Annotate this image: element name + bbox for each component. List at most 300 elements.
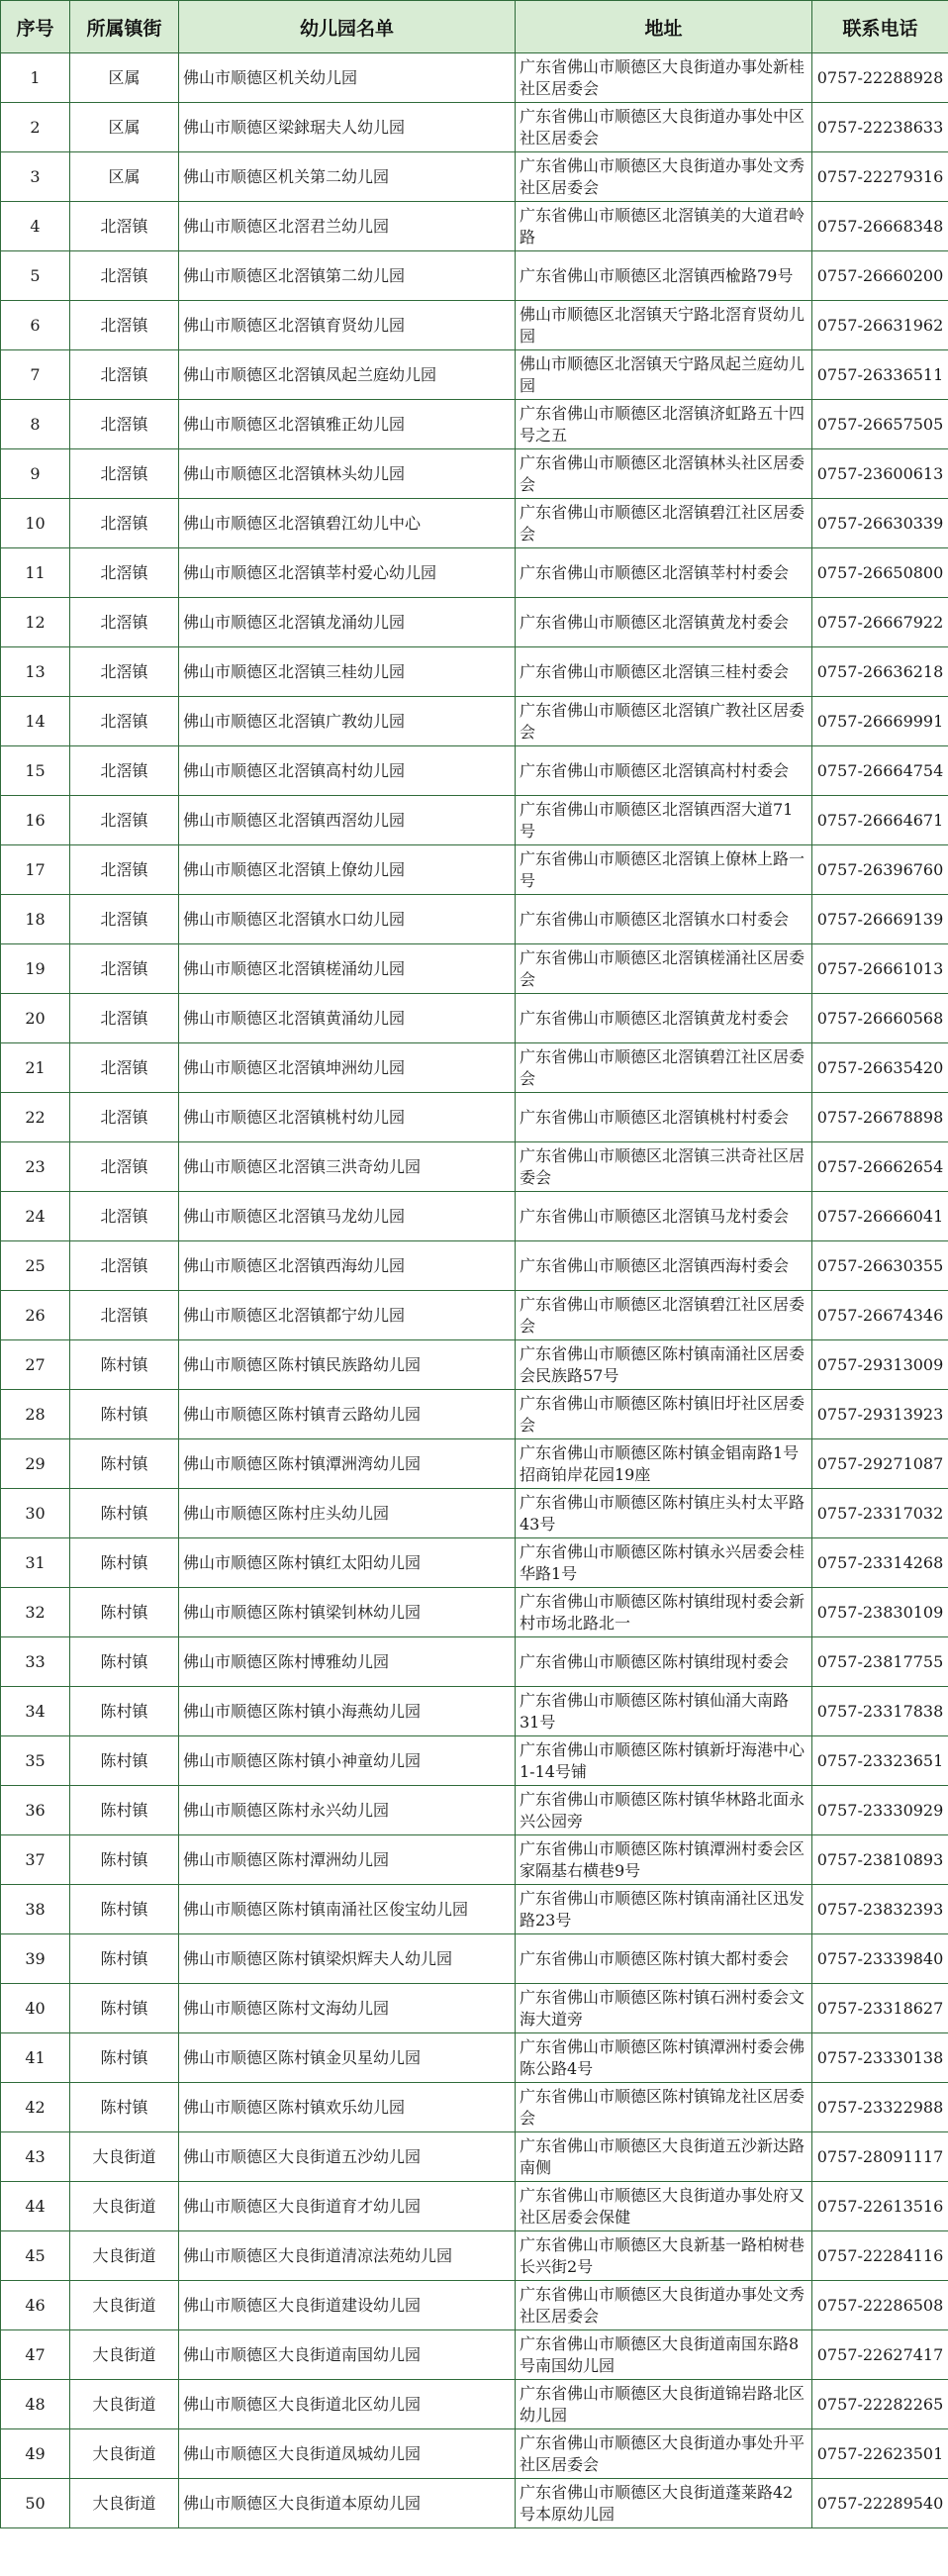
table-row (1, 1786, 948, 1835)
row-index: 46 (1, 2281, 70, 2330)
row-index: 33 (1, 1637, 70, 1687)
row-index: 15 (1, 746, 70, 796)
table-row (1, 301, 948, 350)
row-kindergarten-name: 佛山市顺德区北滘镇西海幼儿园 (179, 1241, 516, 1291)
table-row (1, 1637, 948, 1687)
row-kindergarten-name: 佛山市顺德区北滘镇雅正幼儿园 (179, 400, 516, 449)
table-row (1, 1142, 948, 1192)
row-town: 区属 (70, 53, 179, 103)
row-town: 大良街道 (70, 2429, 179, 2479)
row-phone: 0757-26635420 (812, 1043, 948, 1093)
row-address: 广东省佛山市顺德区北滘镇碧江社区居委会 (516, 499, 812, 548)
table-row (1, 1489, 948, 1538)
row-phone: 0757-23600613 (812, 449, 948, 499)
row-town: 北滘镇 (70, 251, 179, 301)
row-town: 大良街道 (70, 2281, 179, 2330)
row-phone: 0757-23322988 (812, 2083, 948, 2132)
row-address: 广东省佛山市顺德区陈村镇石洲村委会文海大道旁 (516, 1984, 812, 2033)
row-town: 北滘镇 (70, 845, 179, 895)
row-address: 广东省佛山市顺德区北滘镇桃村村委会 (516, 1093, 812, 1142)
table-row (1, 1588, 948, 1637)
table-row (1, 548, 948, 598)
row-phone: 0757-23318627 (812, 1984, 948, 2033)
table-row (1, 499, 948, 548)
row-index: 43 (1, 2132, 70, 2182)
header-phone: 联系电话 (812, 1, 948, 53)
row-town: 陈村镇 (70, 1637, 179, 1687)
row-index: 14 (1, 697, 70, 746)
row-kindergarten-name: 佛山市顺德区北滘镇坤洲幼儿园 (179, 1043, 516, 1093)
row-phone: 0757-23810893 (812, 1835, 948, 1885)
row-town: 陈村镇 (70, 1538, 179, 1588)
row-phone: 0757-29271087 (812, 1439, 948, 1489)
row-kindergarten-name: 佛山市顺德区北滘镇桃村幼儿园 (179, 1093, 516, 1142)
table-row (1, 2132, 948, 2182)
row-town: 北滘镇 (70, 400, 179, 449)
table-row (1, 895, 948, 944)
row-phone: 0757-26662654 (812, 1142, 948, 1192)
row-index: 18 (1, 895, 70, 944)
table-row (1, 1984, 948, 2033)
row-phone: 0757-22284116 (812, 2231, 948, 2281)
row-kindergarten-name: 佛山市顺德区北滘镇莘村爱心幼儿园 (179, 548, 516, 598)
row-phone: 0757-26664671 (812, 796, 948, 845)
row-town: 北滘镇 (70, 697, 179, 746)
row-address: 广东省佛山市顺德区大良街道蓬莱路42号本原幼儿园 (516, 2479, 812, 2528)
row-town: 北滘镇 (70, 796, 179, 845)
row-phone: 0757-29313009 (812, 1340, 948, 1390)
table-row (1, 1390, 948, 1439)
row-phone: 0757-26630339 (812, 499, 948, 548)
table-row (1, 2330, 948, 2380)
table-row (1, 1934, 948, 1984)
row-town: 陈村镇 (70, 1786, 179, 1835)
table-row (1, 449, 948, 499)
row-kindergarten-name: 佛山市顺德区北滘镇都宁幼儿园 (179, 1291, 516, 1340)
row-address: 广东省佛山市顺德区陈村镇绀现村委会新村市场北路北一 (516, 1588, 812, 1637)
header-address: 地址 (516, 1, 812, 53)
row-address: 广东省佛山市顺德区北滘镇马龙村委会 (516, 1192, 812, 1241)
row-index: 20 (1, 994, 70, 1043)
row-address: 广东省佛山市顺德区陈村镇绀现村委会 (516, 1637, 812, 1687)
row-kindergarten-name: 佛山市顺德区陈村镇潭洲湾幼儿园 (179, 1439, 516, 1489)
table-row (1, 1885, 948, 1934)
row-phone: 0757-23317032 (812, 1489, 948, 1538)
row-index: 48 (1, 2380, 70, 2429)
row-index: 2 (1, 103, 70, 152)
row-address: 广东省佛山市顺德区大良街道办事处中区社区居委会 (516, 103, 812, 152)
table-row (1, 202, 948, 251)
table-row (1, 1043, 948, 1093)
row-town: 区属 (70, 152, 179, 202)
row-kindergarten-name: 佛山市顺德区陈村庄头幼儿园 (179, 1489, 516, 1538)
row-town: 陈村镇 (70, 1835, 179, 1885)
row-kindergarten-name: 佛山市顺德区北滘镇广教幼儿园 (179, 697, 516, 746)
row-kindergarten-name: 佛山市顺德区大良街道五沙幼儿园 (179, 2132, 516, 2182)
row-address: 广东省佛山市顺德区陈村镇庄头村太平路43号 (516, 1489, 812, 1538)
table-row (1, 2231, 948, 2281)
row-address: 广东省佛山市顺德区北滘镇西楡路79号 (516, 251, 812, 301)
row-town: 陈村镇 (70, 1439, 179, 1489)
row-town: 北滘镇 (70, 548, 179, 598)
row-town: 北滘镇 (70, 647, 179, 697)
table-row (1, 697, 948, 746)
row-index: 4 (1, 202, 70, 251)
row-phone: 0757-26661013 (812, 944, 948, 994)
row-phone: 0757-23317838 (812, 1687, 948, 1736)
row-phone: 0757-26674346 (812, 1291, 948, 1340)
row-address: 广东省佛山市顺德区陈村镇南涌社区迅发路23号 (516, 1885, 812, 1934)
table-row (1, 103, 948, 152)
table-row (1, 796, 948, 845)
row-kindergarten-name: 佛山市顺德区北滘镇槎涌幼儿园 (179, 944, 516, 994)
row-index: 28 (1, 1390, 70, 1439)
row-kindergarten-name: 佛山市顺德区北滘镇高村幼儿园 (179, 746, 516, 796)
table-row (1, 2182, 948, 2231)
row-address: 广东省佛山市顺德区北滘镇槎涌社区居委会 (516, 944, 812, 994)
row-phone: 0757-26636218 (812, 647, 948, 697)
row-town: 陈村镇 (70, 2033, 179, 2083)
row-town: 大良街道 (70, 2132, 179, 2182)
row-index: 37 (1, 1835, 70, 1885)
row-address: 广东省佛山市顺德区陈村镇大都村委会 (516, 1934, 812, 1984)
table-row (1, 1093, 948, 1142)
row-address: 广东省佛山市顺德区大良街道办事处府又社区居委会保健 (516, 2182, 812, 2231)
row-index: 10 (1, 499, 70, 548)
row-town: 北滘镇 (70, 598, 179, 647)
row-phone: 0757-26657505 (812, 400, 948, 449)
row-address: 广东省佛山市顺德区大良街道南国东路8号南国幼儿园 (516, 2330, 812, 2380)
row-address: 广东省佛山市顺德区陈村镇旧圩社区居委会 (516, 1390, 812, 1439)
row-address: 广东省佛山市顺德区大良街道办事处新桂社区居委会 (516, 53, 812, 103)
row-kindergarten-name: 佛山市顺德区北滘镇马龙幼儿园 (179, 1192, 516, 1241)
row-index: 8 (1, 400, 70, 449)
table-row (1, 944, 948, 994)
row-phone: 0757-28091117 (812, 2132, 948, 2182)
row-phone: 0757-23314268 (812, 1538, 948, 1588)
row-town: 北滘镇 (70, 449, 179, 499)
table-row (1, 746, 948, 796)
table-row (1, 2479, 948, 2528)
row-phone: 0757-23330138 (812, 2033, 948, 2083)
row-phone: 0757-23330929 (812, 1786, 948, 1835)
row-index: 26 (1, 1291, 70, 1340)
row-address: 广东省佛山市顺德区大良街道五沙新达路南侧 (516, 2132, 812, 2182)
row-index: 16 (1, 796, 70, 845)
row-index: 5 (1, 251, 70, 301)
row-address: 佛山市顺德区北滘镇天宁路北滘育贤幼儿园 (516, 301, 812, 350)
row-phone: 0757-26630355 (812, 1241, 948, 1291)
row-phone: 0757-23817755 (812, 1637, 948, 1687)
row-address: 广东省佛山市顺德区大良街道办事处升平社区居委会 (516, 2429, 812, 2479)
row-town: 北滘镇 (70, 499, 179, 548)
row-phone: 0757-22282265 (812, 2380, 948, 2429)
row-kindergarten-name: 佛山市顺德区大良街道北区幼儿园 (179, 2380, 516, 2429)
row-town: 北滘镇 (70, 1241, 179, 1291)
row-address: 广东省佛山市顺德区北滘镇美的大道君岭路 (516, 202, 812, 251)
row-address: 广东省佛山市顺德区陈村镇永兴居委会桂华路1号 (516, 1538, 812, 1588)
row-index: 35 (1, 1736, 70, 1786)
table-row (1, 251, 948, 301)
row-kindergarten-name: 佛山市顺德区大良街道育才幼儿园 (179, 2182, 516, 2231)
row-index: 24 (1, 1192, 70, 1241)
row-kindergarten-name: 佛山市顺德区机关第二幼儿园 (179, 152, 516, 202)
row-kindergarten-name: 佛山市顺德区北滘镇龙涌幼儿园 (179, 598, 516, 647)
row-town: 大良街道 (70, 2231, 179, 2281)
row-kindergarten-name: 佛山市顺德区陈村镇梁炽辉夫人幼儿园 (179, 1934, 516, 1984)
row-index: 11 (1, 548, 70, 598)
row-kindergarten-name: 佛山市顺德区陈村博雅幼儿园 (179, 1637, 516, 1687)
header-row (1, 1, 948, 53)
row-kindergarten-name: 佛山市顺德区大良街道清凉法苑幼儿园 (179, 2231, 516, 2281)
row-town: 北滘镇 (70, 944, 179, 994)
row-kindergarten-name: 佛山市顺德区北滘镇黄涌幼儿园 (179, 994, 516, 1043)
table-row (1, 53, 948, 103)
row-index: 39 (1, 1934, 70, 1984)
row-town: 区属 (70, 103, 179, 152)
row-address: 广东省佛山市顺德区陈村镇锦龙社区居委会 (516, 2083, 812, 2132)
row-kindergarten-name: 佛山市顺德区陈村文海幼儿园 (179, 1984, 516, 2033)
row-address: 广东省佛山市顺德区北滘镇碧江社区居委会 (516, 1291, 812, 1340)
row-phone: 0757-23830109 (812, 1588, 948, 1637)
row-kindergarten-name: 佛山市顺德区北滘镇林头幼儿园 (179, 449, 516, 499)
row-address: 广东省佛山市顺德区北滘镇高村村委会 (516, 746, 812, 796)
header-town: 所属镇街 (70, 1, 179, 53)
row-town: 大良街道 (70, 2182, 179, 2231)
row-index: 12 (1, 598, 70, 647)
row-phone: 0757-26660568 (812, 994, 948, 1043)
row-town: 陈村镇 (70, 1340, 179, 1390)
row-kindergarten-name: 佛山市顺德区北滘君兰幼儿园 (179, 202, 516, 251)
row-address: 佛山市顺德区北滘镇天宁路凤起兰庭幼儿园 (516, 350, 812, 400)
row-address: 广东省佛山市顺德区北滘镇黄龙村委会 (516, 598, 812, 647)
row-phone: 0757-26666041 (812, 1192, 948, 1241)
table-row (1, 2429, 948, 2479)
row-address: 广东省佛山市顺德区北滘镇黄龙村委会 (516, 994, 812, 1043)
row-phone: 0757-26669991 (812, 697, 948, 746)
row-address: 广东省佛山市顺德区陈村镇潭洲村委会区家隔基右横巷9号 (516, 1835, 812, 1885)
row-town: 北滘镇 (70, 1043, 179, 1093)
row-kindergarten-name: 佛山市顺德区陈村潭洲幼儿园 (179, 1835, 516, 1885)
row-town: 陈村镇 (70, 1489, 179, 1538)
table-row (1, 1835, 948, 1885)
row-index: 1 (1, 53, 70, 103)
row-town: 北滘镇 (70, 1192, 179, 1241)
row-town: 北滘镇 (70, 350, 179, 400)
row-address: 广东省佛山市顺德区北滘镇上僚林上路一号 (516, 845, 812, 895)
row-kindergarten-name: 佛山市顺德区北滘镇凤起兰庭幼儿园 (179, 350, 516, 400)
row-phone: 0757-22623501 (812, 2429, 948, 2479)
row-index: 31 (1, 1538, 70, 1588)
row-index: 44 (1, 2182, 70, 2231)
row-address: 广东省佛山市顺德区北滘镇广教社区居委会 (516, 697, 812, 746)
row-index: 7 (1, 350, 70, 400)
row-index: 42 (1, 2083, 70, 2132)
row-town: 陈村镇 (70, 1390, 179, 1439)
row-town: 陈村镇 (70, 1885, 179, 1934)
row-address: 广东省佛山市顺德区北滘镇林头社区居委会 (516, 449, 812, 499)
table-row (1, 1439, 948, 1489)
row-address: 广东省佛山市顺德区北滘镇三洪奇社区居委会 (516, 1142, 812, 1192)
table-row (1, 994, 948, 1043)
row-phone: 0757-22238633 (812, 103, 948, 152)
row-kindergarten-name: 佛山市顺德区大良街道本原幼儿园 (179, 2479, 516, 2528)
row-index: 41 (1, 2033, 70, 2083)
row-index: 27 (1, 1340, 70, 1390)
row-town: 北滘镇 (70, 746, 179, 796)
row-phone: 0757-22613516 (812, 2182, 948, 2231)
row-kindergarten-name: 佛山市顺德区陈村镇梁钊林幼儿园 (179, 1588, 516, 1637)
row-index: 6 (1, 301, 70, 350)
row-index: 22 (1, 1093, 70, 1142)
row-index: 50 (1, 2479, 70, 2528)
row-address: 广东省佛山市顺德区陈村镇南涌社区居委会民族路57号 (516, 1340, 812, 1390)
row-index: 21 (1, 1043, 70, 1093)
row-address: 广东省佛山市顺德区北滘镇三桂村委会 (516, 647, 812, 697)
row-address: 广东省佛山市顺德区大良街道办事处文秀社区居委会 (516, 2281, 812, 2330)
row-kindergarten-name: 佛山市顺德区陈村镇青云路幼儿园 (179, 1390, 516, 1439)
row-kindergarten-name: 佛山市顺德区北滘镇第二幼儿园 (179, 251, 516, 301)
table-row (1, 1340, 948, 1390)
row-kindergarten-name: 佛山市顺德区北滘镇三洪奇幼儿园 (179, 1142, 516, 1192)
table-row (1, 845, 948, 895)
row-index: 40 (1, 1984, 70, 2033)
row-town: 北滘镇 (70, 1093, 179, 1142)
row-town: 北滘镇 (70, 301, 179, 350)
row-town: 陈村镇 (70, 1687, 179, 1736)
row-address: 广东省佛山市顺德区北滘镇碧江社区居委会 (516, 1043, 812, 1093)
table-row (1, 152, 948, 202)
row-index: 13 (1, 647, 70, 697)
row-kindergarten-name: 佛山市顺德区大良街道南国幼儿园 (179, 2330, 516, 2380)
row-phone: 0757-22286508 (812, 2281, 948, 2330)
row-phone: 0757-26336511 (812, 350, 948, 400)
row-phone: 0757-26396760 (812, 845, 948, 895)
row-index: 47 (1, 2330, 70, 2380)
row-town: 大良街道 (70, 2479, 179, 2528)
row-address: 广东省佛山市顺德区大良街道锦岩路北区幼儿园 (516, 2380, 812, 2429)
row-phone: 0757-22288928 (812, 53, 948, 103)
table-row (1, 598, 948, 647)
row-phone: 0757-22627417 (812, 2330, 948, 2380)
row-index: 38 (1, 1885, 70, 1934)
row-index: 23 (1, 1142, 70, 1192)
row-kindergarten-name: 佛山市顺德区陈村镇欢乐幼儿园 (179, 2083, 516, 2132)
table-row (1, 1291, 948, 1340)
row-town: 大良街道 (70, 2330, 179, 2380)
header-index: 序号 (1, 1, 70, 53)
table-row (1, 2380, 948, 2429)
row-town: 北滘镇 (70, 994, 179, 1043)
row-phone: 0757-26678898 (812, 1093, 948, 1142)
table-row (1, 1736, 948, 1786)
table-row (1, 1538, 948, 1588)
row-kindergarten-name: 佛山市顺德区陈村镇小神童幼儿园 (179, 1736, 516, 1786)
row-town: 北滘镇 (70, 895, 179, 944)
row-phone: 0757-23832393 (812, 1885, 948, 1934)
row-address: 广东省佛山市顺德区北滘镇西滘大道71号 (516, 796, 812, 845)
row-address: 广东省佛山市顺德区北滘镇济虹路五十四号之五 (516, 400, 812, 449)
table-row (1, 1687, 948, 1736)
table-row (1, 350, 948, 400)
header-kindergarten: 幼儿园名单 (179, 1, 516, 53)
row-kindergarten-name: 佛山市顺德区陈村镇红太阳幼儿园 (179, 1538, 516, 1588)
row-kindergarten-name: 佛山市顺德区陈村镇金贝星幼儿园 (179, 2033, 516, 2083)
row-kindergarten-name: 佛山市顺德区北滘镇三桂幼儿园 (179, 647, 516, 697)
table-body (1, 53, 948, 2528)
row-index: 9 (1, 449, 70, 499)
row-kindergarten-name: 佛山市顺德区北滘镇育贤幼儿园 (179, 301, 516, 350)
row-index: 32 (1, 1588, 70, 1637)
row-kindergarten-name: 佛山市顺德区北滘镇西滘幼儿园 (179, 796, 516, 845)
table-row (1, 2083, 948, 2132)
row-index: 45 (1, 2231, 70, 2281)
row-index: 3 (1, 152, 70, 202)
row-index: 17 (1, 845, 70, 895)
row-index: 49 (1, 2429, 70, 2479)
row-phone: 0757-22289540 (812, 2479, 948, 2528)
row-index: 25 (1, 1241, 70, 1291)
row-address: 广东省佛山市顺德区陈村镇潭洲村委会佛陈公路4号 (516, 2033, 812, 2083)
row-kindergarten-name: 佛山市顺德区陈村镇小海燕幼儿园 (179, 1687, 516, 1736)
row-kindergarten-name: 佛山市顺德区陈村镇南涌社区俊宝幼儿园 (179, 1885, 516, 1934)
row-kindergarten-name: 佛山市顺德区大良街道建设幼儿园 (179, 2281, 516, 2330)
row-phone: 0757-26664754 (812, 746, 948, 796)
row-town: 北滘镇 (70, 202, 179, 251)
row-phone: 0757-26631962 (812, 301, 948, 350)
row-phone: 0757-23339840 (812, 1934, 948, 1984)
table-row (1, 2281, 948, 2330)
row-address: 广东省佛山市顺德区北滘镇西海村委会 (516, 1241, 812, 1291)
row-index: 34 (1, 1687, 70, 1736)
row-kindergarten-name: 佛山市顺德区大良街道凤城幼儿园 (179, 2429, 516, 2479)
row-index: 30 (1, 1489, 70, 1538)
row-phone: 0757-26668348 (812, 202, 948, 251)
table-row (1, 2033, 948, 2083)
row-address: 广东省佛山市顺德区北滘镇水口村委会 (516, 895, 812, 944)
row-address: 广东省佛山市顺德区陈村镇仙涌大南路31号 (516, 1687, 812, 1736)
row-address: 广东省佛山市顺德区大良街道办事处文秀社区居委会 (516, 152, 812, 202)
table-row (1, 400, 948, 449)
row-phone: 0757-26660200 (812, 251, 948, 301)
row-address: 广东省佛山市顺德区陈村镇华林路北面永兴公园旁 (516, 1786, 812, 1835)
row-address: 广东省佛山市顺德区大良新基一路柏树巷长兴街2号 (516, 2231, 812, 2281)
row-kindergarten-name: 佛山市顺德区机关幼儿园 (179, 53, 516, 103)
row-town: 北滘镇 (70, 1291, 179, 1340)
row-town: 陈村镇 (70, 1736, 179, 1786)
row-town: 陈村镇 (70, 1984, 179, 2033)
row-kindergarten-name: 佛山市顺德区梁銶琚夫人幼儿园 (179, 103, 516, 152)
row-phone: 0757-23323651 (812, 1736, 948, 1786)
row-town: 陈村镇 (70, 2083, 179, 2132)
row-phone: 0757-29313923 (812, 1390, 948, 1439)
row-town: 大良街道 (70, 2380, 179, 2429)
row-phone: 0757-22279316 (812, 152, 948, 202)
row-phone: 0757-26667922 (812, 598, 948, 647)
row-town: 陈村镇 (70, 1934, 179, 1984)
row-town: 北滘镇 (70, 1142, 179, 1192)
table-row (1, 647, 948, 697)
row-address: 广东省佛山市顺德区陈村镇新圩海港中心1-14号铺 (516, 1736, 812, 1786)
row-index: 29 (1, 1439, 70, 1489)
row-town: 陈村镇 (70, 1588, 179, 1637)
row-phone: 0757-26650800 (812, 548, 948, 598)
table-row (1, 1192, 948, 1241)
row-index: 36 (1, 1786, 70, 1835)
row-kindergarten-name: 佛山市顺德区陈村永兴幼儿园 (179, 1786, 516, 1835)
row-index: 19 (1, 944, 70, 994)
row-address: 广东省佛山市顺德区陈村镇金锠南路1号招商铂岸花园19座 (516, 1439, 812, 1489)
